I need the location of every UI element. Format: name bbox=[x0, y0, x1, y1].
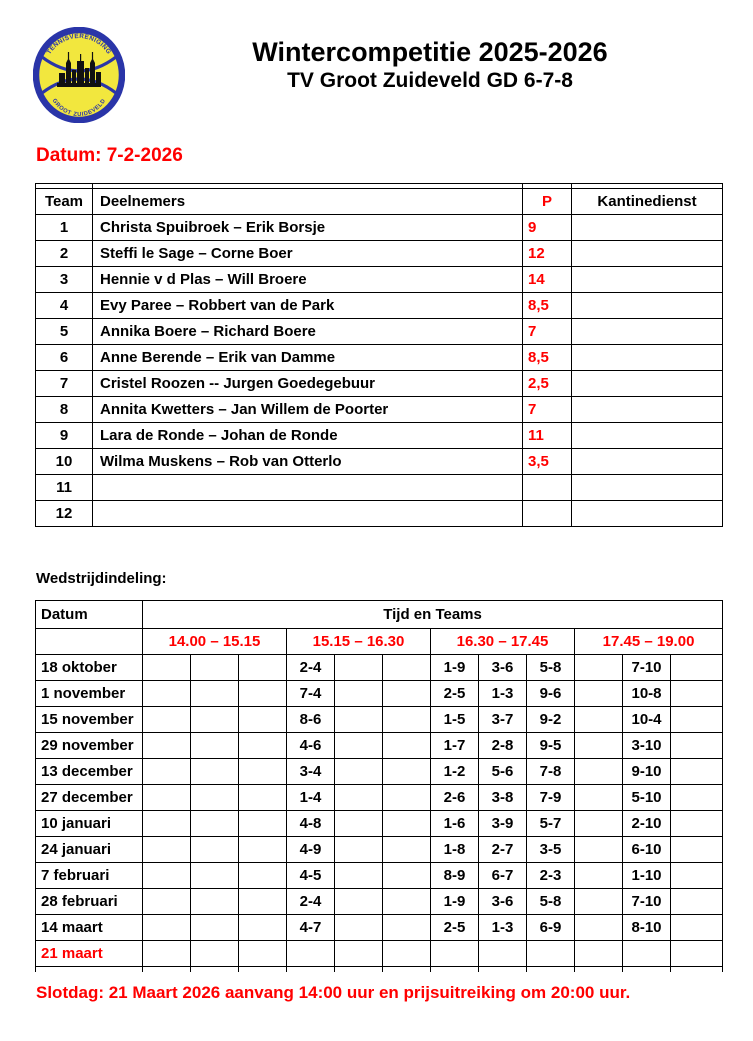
schedule-match-cell: 6-7 bbox=[479, 863, 527, 889]
points-cell: 12 bbox=[523, 241, 572, 267]
schedule-match-cell bbox=[671, 811, 723, 837]
schedule-match-cell bbox=[383, 655, 431, 681]
schedule-match-cell bbox=[191, 707, 239, 733]
schedule-match-cell: 5-8 bbox=[527, 655, 575, 681]
schedule-row bbox=[36, 733, 723, 759]
schedule-date-cell: 24 januari bbox=[36, 837, 143, 863]
schedule-match-cell bbox=[383, 681, 431, 707]
footer-note: Slotdag: 21 Maart 2026 aanvang 14:00 uur en prijsuitreiking om 20:00 uur. bbox=[36, 983, 631, 1002]
schedule-date-cell: 14 maart bbox=[36, 915, 143, 941]
kantinedienst-cell bbox=[572, 293, 723, 319]
table-row bbox=[36, 293, 723, 319]
schedule-label: Wedstrijdindeling: bbox=[36, 570, 167, 587]
schedule-match-cell bbox=[191, 681, 239, 707]
strip-cell bbox=[575, 967, 623, 973]
schedule-match-cell: 3-8 bbox=[479, 785, 527, 811]
schedule-table-body bbox=[36, 601, 723, 973]
schedule-row bbox=[36, 785, 723, 811]
schedule-row bbox=[36, 889, 723, 915]
schedule-match-cell: 9-2 bbox=[527, 707, 575, 733]
schedule-match-cell bbox=[335, 785, 383, 811]
page-title: Wintercompetitie 2025-2026 bbox=[252, 37, 608, 67]
schedule-match-cell: 9-10 bbox=[623, 759, 671, 785]
schedule-match-cell: 10-4 bbox=[623, 707, 671, 733]
schedule-match-cell bbox=[383, 941, 431, 967]
schedule-row bbox=[36, 759, 723, 785]
points-cell: 3,5 bbox=[523, 449, 572, 475]
participants-cell: Evy Paree – Robbert van de Park bbox=[93, 293, 523, 319]
schedule-match-cell bbox=[143, 863, 191, 889]
schedule-match-cell bbox=[143, 655, 191, 681]
schedule-match-cell bbox=[239, 707, 287, 733]
schedule-match-cell: 1-9 bbox=[431, 889, 479, 915]
schedule-row bbox=[36, 681, 723, 707]
schedule-match-cell: 4-6 bbox=[287, 733, 335, 759]
schedule-row bbox=[36, 811, 723, 837]
team-number-cell: 6 bbox=[36, 345, 93, 371]
table-row bbox=[36, 215, 723, 241]
schedule-match-cell: 9-6 bbox=[527, 681, 575, 707]
schedule-match-cell: 8-9 bbox=[431, 863, 479, 889]
participants-cell: Cristel Roozen -- Jurgen Goedegebuur bbox=[93, 371, 523, 397]
timeslot-2: 15.15 – 16.30 bbox=[287, 629, 431, 655]
schedule-match-cell bbox=[575, 941, 623, 967]
schedule-match-cell bbox=[575, 759, 623, 785]
schedule-match-cell: 1-2 bbox=[431, 759, 479, 785]
participants-cell: Annita Kwetters – Jan Willem de Poorter bbox=[93, 397, 523, 423]
schedule-match-cell bbox=[335, 811, 383, 837]
participants-cell: Lara de Ronde – Johan de Ronde bbox=[93, 423, 523, 449]
schedule-match-cell: 1-10 bbox=[623, 863, 671, 889]
table-row bbox=[36, 267, 723, 293]
schedule-match-cell bbox=[335, 863, 383, 889]
schedule-match-cell bbox=[191, 655, 239, 681]
schedule-match-cell bbox=[671, 863, 723, 889]
schedule-match-cell: 3-6 bbox=[479, 655, 527, 681]
schedule-match-cell: 7-9 bbox=[527, 785, 575, 811]
schedule-match-cell: 2-4 bbox=[287, 889, 335, 915]
schedule-match-cell bbox=[671, 681, 723, 707]
schedule-match-cell bbox=[671, 941, 723, 967]
table-row bbox=[36, 449, 723, 475]
schedule-match-cell bbox=[143, 733, 191, 759]
schedule-match-cell bbox=[335, 759, 383, 785]
team-number-cell: 11 bbox=[36, 475, 93, 501]
col-header-kantinedienst: Kantinedienst bbox=[572, 189, 723, 215]
schedule-match-cell bbox=[431, 941, 479, 967]
schedule-match-cell: 3-5 bbox=[527, 837, 575, 863]
schedule-match-cell bbox=[671, 889, 723, 915]
schedule-match-cell bbox=[671, 707, 723, 733]
table-row bbox=[36, 501, 723, 527]
col-header-team: Team bbox=[36, 189, 93, 215]
schedule-match-cell bbox=[671, 759, 723, 785]
points-cell bbox=[523, 475, 572, 501]
header-title-block bbox=[137, 36, 723, 94]
schedule-match-cell bbox=[671, 837, 723, 863]
table-row bbox=[36, 423, 723, 449]
schedule-match-cell: 5-10 bbox=[623, 785, 671, 811]
participants-cell: Steffi le Sage – Corne Boer bbox=[93, 241, 523, 267]
schedule-match-cell: 1-3 bbox=[479, 681, 527, 707]
schedule-match-cell: 4-7 bbox=[287, 915, 335, 941]
schedule-match-cell bbox=[383, 915, 431, 941]
schedule-match-cell bbox=[191, 941, 239, 967]
schedule-header-row bbox=[36, 601, 723, 629]
schedule-row bbox=[36, 837, 723, 863]
strip-cell bbox=[479, 967, 527, 973]
timeslot-1: 14.00 – 15.15 bbox=[143, 629, 287, 655]
team-number-cell: 3 bbox=[36, 267, 93, 293]
points-cell: 7 bbox=[523, 397, 572, 423]
kantinedienst-cell bbox=[572, 475, 723, 501]
schedule-match-cell bbox=[383, 785, 431, 811]
kantinedienst-cell bbox=[572, 345, 723, 371]
schedule-match-cell bbox=[335, 655, 383, 681]
schedule-match-cell bbox=[191, 759, 239, 785]
schedule-match-cell bbox=[479, 941, 527, 967]
schedule-match-cell: 6-10 bbox=[623, 837, 671, 863]
kantinedienst-cell bbox=[572, 397, 723, 423]
schedule-match-cell bbox=[335, 915, 383, 941]
schedule-match-cell bbox=[575, 915, 623, 941]
participants-cell: Christa Spuibroek – Erik Borsje bbox=[93, 215, 523, 241]
schedule-match-cell bbox=[239, 681, 287, 707]
schedule-match-cell bbox=[239, 655, 287, 681]
date-heading: Datum: 7-2-2026 bbox=[36, 145, 183, 166]
schedule-match-cell: 4-5 bbox=[287, 863, 335, 889]
schedule-date-cell: 1 november bbox=[36, 681, 143, 707]
timeslot-3: 16.30 – 17.45 bbox=[431, 629, 575, 655]
schedule-match-cell bbox=[143, 889, 191, 915]
schedule-match-cell bbox=[143, 785, 191, 811]
schedule-row bbox=[36, 655, 723, 681]
table-row bbox=[36, 319, 723, 345]
strip-cell bbox=[383, 967, 431, 973]
schedule-match-cell: 6-9 bbox=[527, 915, 575, 941]
schedule-match-cell: 3-10 bbox=[623, 733, 671, 759]
schedule-match-cell bbox=[191, 733, 239, 759]
col-header-deelnemers: Deelnemers bbox=[93, 189, 523, 215]
schedule-match-cell: 2-10 bbox=[623, 811, 671, 837]
schedule-match-cell: 10-8 bbox=[623, 681, 671, 707]
points-cell: 8,5 bbox=[523, 345, 572, 371]
schedule-match-cell: 3-9 bbox=[479, 811, 527, 837]
schedule-match-cell: 2-8 bbox=[479, 733, 527, 759]
schedule-date-cell: 7 februari bbox=[36, 863, 143, 889]
schedule-date-cell: 15 november bbox=[36, 707, 143, 733]
col-header-tijd-en-teams: Tijd en Teams bbox=[143, 601, 723, 629]
schedule-match-cell: 8-10 bbox=[623, 915, 671, 941]
schedule-row bbox=[36, 941, 723, 967]
schedule-match-cell bbox=[239, 941, 287, 967]
schedule-match-cell bbox=[671, 915, 723, 941]
schedule-match-cell bbox=[383, 707, 431, 733]
points-cell: 9 bbox=[523, 215, 572, 241]
schedule-table bbox=[35, 600, 723, 972]
schedule-match-cell bbox=[335, 941, 383, 967]
table-row bbox=[36, 241, 723, 267]
schedule-match-cell bbox=[335, 733, 383, 759]
schedule-match-cell bbox=[239, 915, 287, 941]
schedule-match-cell bbox=[191, 915, 239, 941]
schedule-match-cell: 1-3 bbox=[479, 915, 527, 941]
schedule-match-cell bbox=[143, 837, 191, 863]
schedule-match-cell bbox=[143, 759, 191, 785]
table-row bbox=[36, 371, 723, 397]
table-row bbox=[36, 397, 723, 423]
schedule-match-cell: 1-4 bbox=[287, 785, 335, 811]
logo-bottom-text: GROOT ZUIDEVELD bbox=[50, 97, 108, 119]
teams-table bbox=[35, 183, 723, 527]
points-cell: 8,5 bbox=[523, 293, 572, 319]
schedule-match-cell: 2-4 bbox=[287, 655, 335, 681]
table-row bbox=[36, 475, 723, 501]
schedule-match-cell: 2-5 bbox=[431, 681, 479, 707]
strip-cell bbox=[431, 967, 479, 973]
timeslot-4: 17.45 – 19.00 bbox=[575, 629, 723, 655]
schedule-match-cell: 7-4 bbox=[287, 681, 335, 707]
strip-cell bbox=[671, 967, 723, 973]
schedule-match-cell bbox=[575, 681, 623, 707]
schedule-match-cell bbox=[527, 941, 575, 967]
points-cell bbox=[523, 501, 572, 527]
schedule-date-cell: 18 oktober bbox=[36, 655, 143, 681]
schedule-match-cell bbox=[191, 889, 239, 915]
team-number-cell: 2 bbox=[36, 241, 93, 267]
schedule-match-cell bbox=[239, 889, 287, 915]
col-header-datum: Datum bbox=[36, 601, 143, 629]
schedule-match-cell: 1-8 bbox=[431, 837, 479, 863]
schedule-match-cell bbox=[383, 759, 431, 785]
schedule-match-cell bbox=[671, 655, 723, 681]
schedule-match-cell: 2-5 bbox=[431, 915, 479, 941]
schedule-match-cell: 1-9 bbox=[431, 655, 479, 681]
participants-cell: Anne Berende – Erik van Damme bbox=[93, 345, 523, 371]
schedule-match-cell bbox=[575, 811, 623, 837]
participants-cell: Hennie v d Plas – Will Broere bbox=[93, 267, 523, 293]
schedule-match-cell: 5-7 bbox=[527, 811, 575, 837]
teams-header-row bbox=[36, 189, 723, 215]
kantinedienst-cell bbox=[572, 267, 723, 293]
schedule-match-cell bbox=[239, 837, 287, 863]
schedule-match-cell bbox=[671, 785, 723, 811]
schedule-date-cell: 13 december bbox=[36, 759, 143, 785]
schedule-match-cell bbox=[575, 733, 623, 759]
points-cell: 14 bbox=[523, 267, 572, 293]
schedule-match-cell bbox=[335, 889, 383, 915]
schedule-match-cell bbox=[287, 941, 335, 967]
schedule-match-cell bbox=[575, 889, 623, 915]
schedule-match-cell bbox=[143, 681, 191, 707]
schedule-match-cell: 4-8 bbox=[287, 811, 335, 837]
schedule-match-cell: 1-6 bbox=[431, 811, 479, 837]
kantinedienst-cell bbox=[572, 319, 723, 345]
kantinedienst-cell bbox=[572, 215, 723, 241]
schedule-match-cell bbox=[191, 837, 239, 863]
strip-cell bbox=[623, 967, 671, 973]
team-number-cell: 10 bbox=[36, 449, 93, 475]
participants-cell bbox=[93, 501, 523, 527]
schedule-match-cell: 3-6 bbox=[479, 889, 527, 915]
schedule-row bbox=[36, 707, 723, 733]
strip-cell bbox=[143, 967, 191, 973]
schedule-match-cell bbox=[383, 811, 431, 837]
schedule-match-cell bbox=[143, 915, 191, 941]
schedule-match-cell bbox=[671, 733, 723, 759]
schedule-date-cell: 21 maart bbox=[36, 941, 143, 967]
schedule-match-cell: 3-4 bbox=[287, 759, 335, 785]
table-row bbox=[36, 345, 723, 371]
kantinedienst-cell bbox=[572, 423, 723, 449]
schedule-match-cell bbox=[191, 785, 239, 811]
schedule-match-cell bbox=[383, 863, 431, 889]
schedule-match-cell: 5-8 bbox=[527, 889, 575, 915]
schedule-match-cell bbox=[575, 707, 623, 733]
schedule-match-cell bbox=[143, 811, 191, 837]
schedule-date-cell: 27 december bbox=[36, 785, 143, 811]
schedule-match-cell bbox=[239, 811, 287, 837]
team-number-cell: 7 bbox=[36, 371, 93, 397]
schedule-match-cell bbox=[575, 837, 623, 863]
teams-table-body bbox=[36, 184, 723, 527]
schedule-match-cell bbox=[575, 655, 623, 681]
schedule-match-cell bbox=[383, 889, 431, 915]
table-bottom-strip bbox=[36, 967, 723, 973]
team-number-cell: 4 bbox=[36, 293, 93, 319]
schedule-match-cell bbox=[383, 837, 431, 863]
kantinedienst-cell bbox=[572, 449, 723, 475]
schedule-date-cell: 29 november bbox=[36, 733, 143, 759]
club-logo bbox=[33, 27, 125, 123]
schedule-match-cell: 7-8 bbox=[527, 759, 575, 785]
strip-cell bbox=[527, 967, 575, 973]
schedule-match-cell: 5-6 bbox=[479, 759, 527, 785]
kantinedienst-cell bbox=[572, 241, 723, 267]
schedule-match-cell: 2-7 bbox=[479, 837, 527, 863]
schedule-match-cell: 2-3 bbox=[527, 863, 575, 889]
schedule-match-cell bbox=[191, 863, 239, 889]
points-cell: 2,5 bbox=[523, 371, 572, 397]
schedule-match-cell: 2-6 bbox=[431, 785, 479, 811]
participants-cell: Wilma Muskens – Rob van Otterlo bbox=[93, 449, 523, 475]
team-number-cell: 9 bbox=[36, 423, 93, 449]
participants-cell: Annika Boere – Richard Boere bbox=[93, 319, 523, 345]
page-subtitle: TV Groot Zuideveld GD 6-7-8 bbox=[287, 69, 573, 93]
schedule-match-cell bbox=[239, 733, 287, 759]
points-cell: 11 bbox=[523, 423, 572, 449]
schedule-row bbox=[36, 915, 723, 941]
schedule-match-cell: 4-9 bbox=[287, 837, 335, 863]
strip-cell bbox=[191, 967, 239, 973]
team-number-cell: 8 bbox=[36, 397, 93, 423]
schedule-match-cell bbox=[239, 863, 287, 889]
schedule-match-cell bbox=[335, 681, 383, 707]
schedule-match-cell bbox=[143, 707, 191, 733]
kantinedienst-cell bbox=[572, 371, 723, 397]
schedule-match-cell bbox=[383, 733, 431, 759]
schedule-match-cell bbox=[191, 811, 239, 837]
schedule-match-cell: 3-7 bbox=[479, 707, 527, 733]
schedule-match-cell bbox=[575, 785, 623, 811]
schedule-match-cell: 1-7 bbox=[431, 733, 479, 759]
schedule-match-cell bbox=[239, 785, 287, 811]
schedule-match-cell: 1-5 bbox=[431, 707, 479, 733]
points-cell: 7 bbox=[523, 319, 572, 345]
schedule-match-cell: 7-10 bbox=[623, 889, 671, 915]
schedule-match-cell bbox=[623, 941, 671, 967]
schedule-row bbox=[36, 863, 723, 889]
schedule-date-cell: 28 februari bbox=[36, 889, 143, 915]
participants-cell bbox=[93, 475, 523, 501]
team-number-cell: 5 bbox=[36, 319, 93, 345]
strip-cell bbox=[239, 967, 287, 973]
strip-cell bbox=[36, 967, 143, 973]
kantinedienst-cell bbox=[572, 501, 723, 527]
schedule-match-cell bbox=[143, 941, 191, 967]
strip-cell bbox=[335, 967, 383, 973]
schedule-timeslot-row bbox=[36, 629, 723, 655]
schedule-date-cell: 10 januari bbox=[36, 811, 143, 837]
team-number-cell: 1 bbox=[36, 215, 93, 241]
team-number-cell: 12 bbox=[36, 501, 93, 527]
schedule-match-cell: 9-5 bbox=[527, 733, 575, 759]
schedule-match-cell bbox=[575, 863, 623, 889]
logo-top-text: TENNISVERENIGING bbox=[45, 32, 113, 56]
col-header-p: P bbox=[523, 189, 572, 215]
schedule-match-cell: 8-6 bbox=[287, 707, 335, 733]
schedule-match-cell bbox=[335, 837, 383, 863]
schedule-match-cell bbox=[335, 707, 383, 733]
strip-cell bbox=[287, 967, 335, 973]
schedule-match-cell bbox=[239, 759, 287, 785]
schedule-match-cell: 7-10 bbox=[623, 655, 671, 681]
